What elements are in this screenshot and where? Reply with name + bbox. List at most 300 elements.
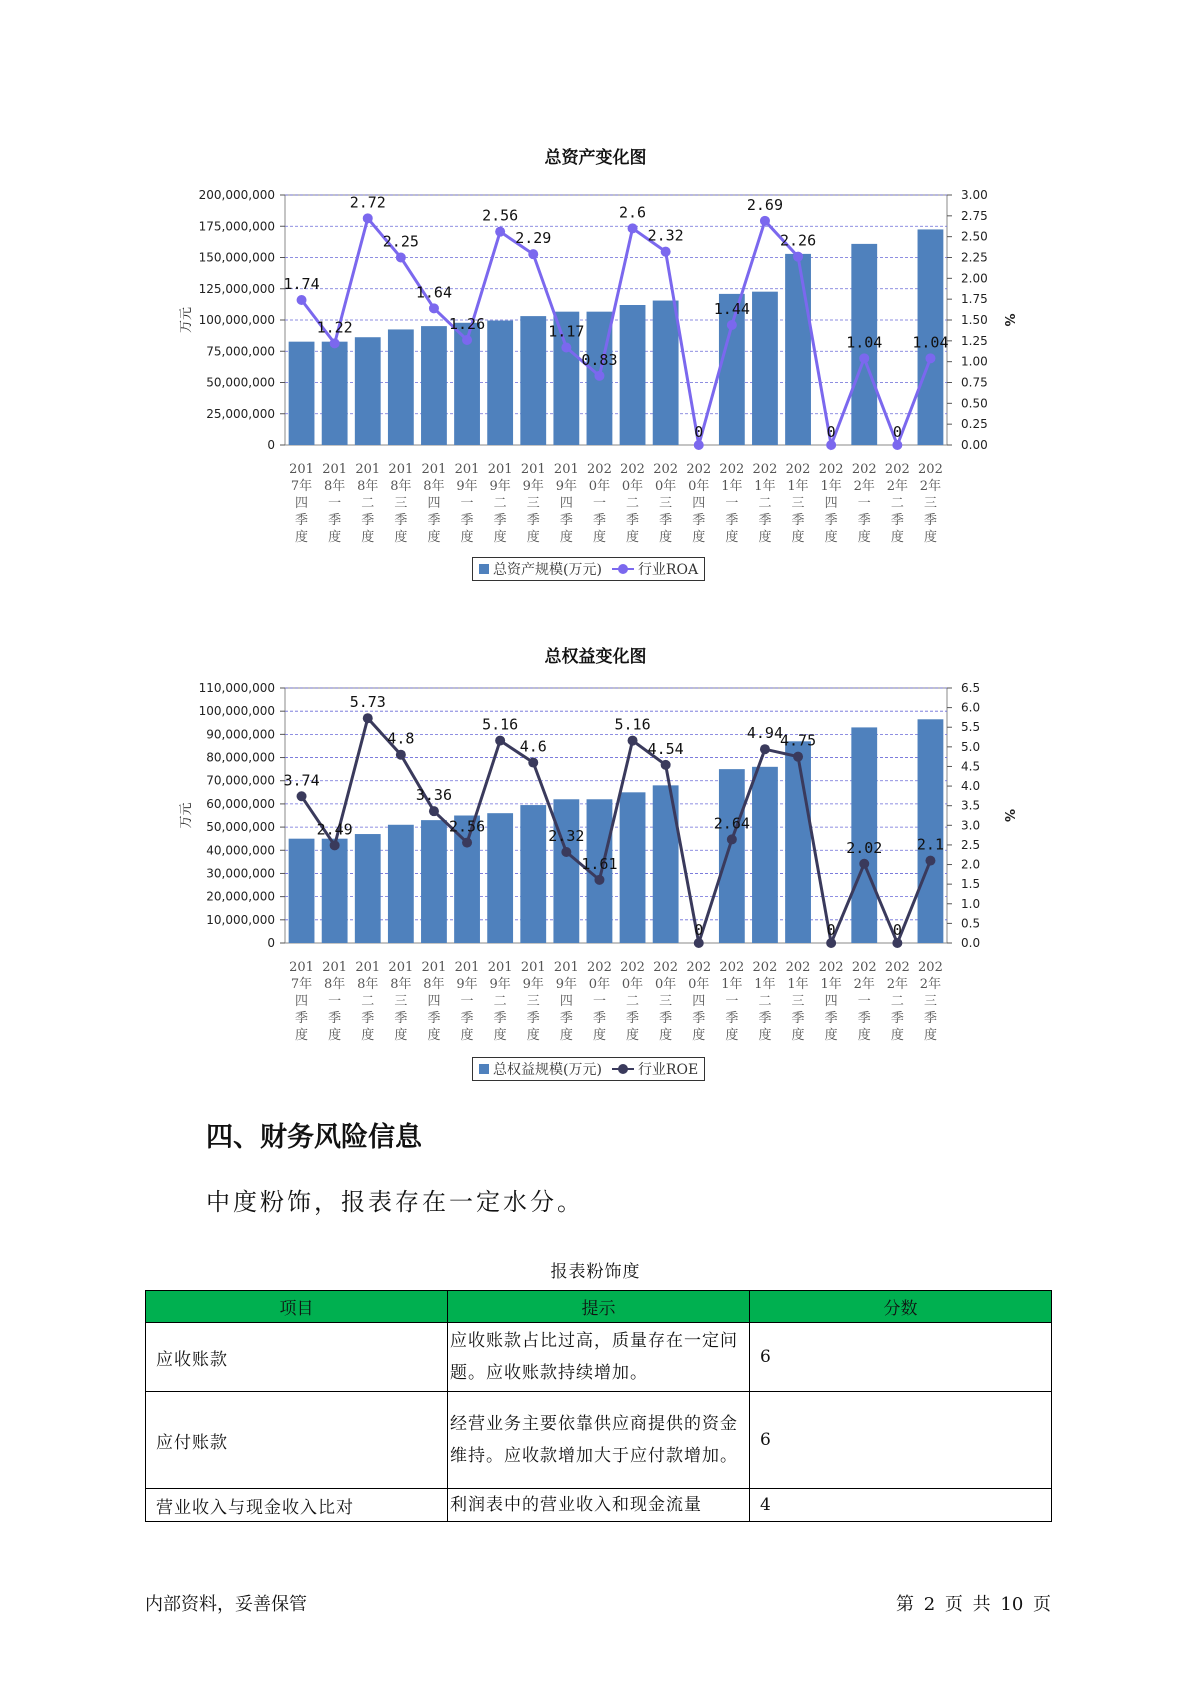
x-tick-label: 季 bbox=[493, 513, 507, 528]
data-label: 2.72 bbox=[349, 193, 386, 212]
bar bbox=[719, 769, 745, 943]
data-label: 0 bbox=[892, 921, 902, 939]
row-item: 应收账款 bbox=[146, 1323, 448, 1392]
x-tick-label: 201 bbox=[355, 462, 381, 477]
bar bbox=[421, 326, 447, 445]
x-tick-label: 二 bbox=[361, 496, 375, 511]
x-tick-label: 二 bbox=[890, 994, 904, 1009]
line-point bbox=[594, 371, 604, 381]
y2-tick-label: 0.5 bbox=[961, 916, 981, 931]
legend-label-line: 行业ROA bbox=[637, 562, 699, 578]
risk-table bbox=[145, 1290, 1052, 1522]
y2-tick-label: 3.0 bbox=[961, 818, 981, 833]
x-tick-label: 201 bbox=[454, 462, 480, 477]
risk-summary: 中度粉饰，报表存在一定水分。 bbox=[206, 1188, 584, 1216]
x-tick-label: 季 bbox=[890, 513, 904, 528]
x-tick-label: 三 bbox=[923, 496, 937, 511]
x-tick-label: 二 bbox=[493, 496, 507, 511]
x-tick-label: 四 bbox=[295, 496, 309, 511]
x-tick-label: 0年 bbox=[588, 479, 611, 494]
data-label: 2.69 bbox=[746, 195, 784, 214]
x-tick-label: 9年 bbox=[522, 479, 544, 494]
x-tick-label: 季 bbox=[791, 1011, 805, 1026]
data-label: 0 bbox=[694, 921, 704, 939]
x-tick-label: 0年 bbox=[655, 479, 677, 494]
line-point bbox=[727, 320, 737, 330]
y-tick-label: 125,000,000 bbox=[198, 281, 275, 296]
x-tick-label: 度 bbox=[427, 530, 441, 545]
y-tick-label: 90,000,000 bbox=[206, 727, 275, 742]
bar bbox=[918, 719, 944, 943]
x-tick-label: 度 bbox=[460, 1028, 474, 1043]
x-tick-label: 202 bbox=[620, 462, 645, 477]
line-point bbox=[495, 227, 505, 237]
bar bbox=[520, 316, 546, 445]
row-score: 6 bbox=[750, 1392, 1052, 1489]
x-tick-label: 201 bbox=[487, 960, 513, 975]
x-tick-label: 度 bbox=[758, 530, 772, 545]
x-tick-label: 季 bbox=[626, 1011, 640, 1026]
line-point bbox=[429, 806, 439, 816]
x-tick-label: 8年 bbox=[390, 977, 412, 992]
bar bbox=[851, 727, 877, 943]
y2-tick-label: 0.00 bbox=[961, 438, 988, 452]
bar bbox=[388, 825, 414, 943]
x-tick-label: 202 bbox=[851, 462, 877, 477]
x-tick-label: 9年 bbox=[555, 479, 577, 494]
x-tick-label: 度 bbox=[427, 1028, 441, 1043]
line-point bbox=[760, 744, 770, 754]
y2-tick-label: 1.00 bbox=[961, 354, 988, 369]
data-label: 2.64 bbox=[713, 814, 750, 833]
y2-tick-label: 5.5 bbox=[961, 720, 981, 735]
data-label: 1.04 bbox=[846, 333, 883, 352]
y-tick-label: 200,000,000 bbox=[198, 188, 275, 202]
x-tick-label: 1年 bbox=[820, 977, 842, 992]
line-point bbox=[297, 295, 307, 305]
row-item: 营业收入与现金收入比对 bbox=[146, 1489, 448, 1522]
x-tick-label: 季 bbox=[460, 1011, 474, 1026]
x-tick-label: 季 bbox=[824, 513, 838, 528]
data-label: 1.22 bbox=[316, 318, 353, 337]
x-tick-label: 度 bbox=[394, 1028, 408, 1043]
x-tick-label: 季 bbox=[526, 513, 540, 528]
x-tick-label: 9年 bbox=[456, 479, 478, 494]
line-point bbox=[363, 213, 373, 223]
data-label: 4.54 bbox=[647, 739, 684, 758]
line-point bbox=[925, 856, 935, 866]
x-tick-label: 202 bbox=[587, 462, 612, 477]
legend-bar-swatch bbox=[479, 1064, 489, 1074]
bar bbox=[487, 321, 513, 445]
x-tick-label: 202 bbox=[653, 960, 679, 975]
y-tick-label: 0 bbox=[267, 438, 275, 452]
section-heading: 四、财务风险信息 bbox=[206, 1122, 422, 1153]
data-label: 2.25 bbox=[382, 232, 419, 251]
x-tick-label: 1年 bbox=[754, 977, 776, 992]
data-label: 5.73 bbox=[349, 693, 386, 712]
line-point bbox=[694, 440, 704, 450]
line-point bbox=[661, 760, 671, 770]
x-tick-label: 度 bbox=[295, 530, 309, 545]
x-tick-label: 度 bbox=[493, 1028, 507, 1043]
line-point bbox=[462, 335, 472, 345]
line-point bbox=[661, 247, 671, 257]
x-tick-label: 9年 bbox=[456, 977, 478, 992]
x-tick-label: 度 bbox=[890, 1028, 904, 1043]
line-point bbox=[727, 834, 737, 844]
line-point bbox=[628, 223, 638, 233]
header-hint: 提示 bbox=[448, 1291, 750, 1323]
data-label: 1.44 bbox=[713, 300, 750, 318]
row-score: 4 bbox=[750, 1489, 1052, 1522]
data-label: 0 bbox=[826, 921, 836, 939]
x-tick-label: 202 bbox=[620, 960, 645, 975]
x-tick-label: 202 bbox=[752, 462, 778, 477]
table-header-row bbox=[146, 1291, 1052, 1323]
line-point bbox=[330, 338, 340, 348]
x-tick-label: 三 bbox=[791, 496, 805, 511]
line-point bbox=[528, 249, 538, 259]
data-label: 2.1 bbox=[916, 835, 944, 854]
y2-tick-label: 0.50 bbox=[961, 396, 988, 411]
row-score: 6 bbox=[750, 1323, 1052, 1392]
data-label: 2.29 bbox=[515, 229, 552, 248]
line-point bbox=[528, 758, 538, 768]
data-label: 2.26 bbox=[779, 231, 817, 250]
x-tick-label: 季 bbox=[626, 513, 640, 528]
x-tick-label: 度 bbox=[493, 530, 507, 545]
line-point bbox=[859, 859, 869, 869]
y2-tick-label: 1.25 bbox=[961, 333, 988, 348]
table-caption: 报表粉饰度 bbox=[550, 1262, 641, 1282]
x-tick-label: 1年 bbox=[721, 479, 743, 494]
row-hint: 经营业务主要依靠供应商提供的资金维持。应收款增加大于应付款增加。 bbox=[448, 1392, 750, 1489]
x-tick-label: 季 bbox=[328, 1011, 342, 1026]
x-tick-label: 季 bbox=[427, 513, 441, 528]
line-point bbox=[793, 752, 803, 762]
data-label: 1.17 bbox=[548, 322, 585, 341]
x-tick-label: 季 bbox=[592, 513, 606, 528]
x-tick-label: 201 bbox=[421, 462, 447, 477]
x-tick-label: 三 bbox=[394, 496, 408, 511]
y2-tick-label: 2.00 bbox=[961, 271, 988, 286]
y-tick-label: 100,000,000 bbox=[198, 704, 275, 719]
bar bbox=[553, 799, 579, 943]
data-label: 0 bbox=[694, 423, 704, 441]
data-label: 4.75 bbox=[779, 731, 817, 750]
y2-tick-label: 2.75 bbox=[961, 208, 988, 223]
bar bbox=[620, 305, 646, 445]
x-tick-label: 201 bbox=[322, 462, 348, 477]
x-tick-label: 202 bbox=[884, 462, 910, 477]
x-tick-label: 度 bbox=[394, 530, 408, 545]
x-tick-label: 202 bbox=[752, 960, 778, 975]
bar bbox=[785, 254, 811, 445]
bar bbox=[355, 337, 381, 445]
x-tick-label: 四 bbox=[427, 994, 441, 1009]
x-tick-label: 0年 bbox=[655, 977, 677, 992]
line-point bbox=[826, 938, 836, 948]
y2-tick-label: 1.5 bbox=[961, 877, 981, 892]
legend-label-line: 行业ROE bbox=[637, 1062, 699, 1078]
line-point bbox=[925, 353, 935, 363]
x-tick-label: 季 bbox=[725, 1011, 739, 1026]
y2-tick-label: 6.5 bbox=[961, 681, 981, 695]
table-row bbox=[146, 1392, 1052, 1489]
x-tick-label: 度 bbox=[692, 1028, 706, 1043]
x-tick-label: 季 bbox=[361, 1011, 375, 1026]
x-tick-label: 度 bbox=[592, 530, 606, 545]
x-tick-label: 一 bbox=[592, 496, 606, 511]
x-tick-label: 202 bbox=[719, 462, 745, 477]
x-tick-label: 季 bbox=[659, 513, 673, 528]
x-tick-label: 度 bbox=[758, 1028, 772, 1043]
x-tick-label: 度 bbox=[923, 1028, 937, 1043]
data-label: 2.02 bbox=[846, 838, 883, 857]
chart-title-total-equity: 总权益变化图 bbox=[544, 647, 647, 667]
x-tick-label: 季 bbox=[890, 1011, 904, 1026]
x-tick-label: 季 bbox=[295, 513, 309, 528]
x-tick-label: 201 bbox=[520, 960, 546, 975]
x-tick-label: 四 bbox=[692, 994, 706, 1009]
y-tick-label: 30,000,000 bbox=[206, 866, 275, 881]
x-tick-label: 季 bbox=[824, 1011, 838, 1026]
y-tick-label: 10,000,000 bbox=[206, 912, 275, 927]
y-tick-label: 20,000,000 bbox=[206, 889, 275, 904]
x-tick-label: 202 bbox=[918, 960, 943, 975]
legend-line-swatch bbox=[612, 1064, 634, 1074]
y-tick-label: 60,000,000 bbox=[206, 796, 275, 811]
x-tick-label: 一 bbox=[857, 496, 871, 511]
x-tick-label: 2年 bbox=[919, 479, 942, 494]
x-tick-label: 202 bbox=[587, 960, 612, 975]
x-tick-label: 四 bbox=[559, 994, 573, 1009]
x-tick-label: 201 bbox=[289, 462, 314, 477]
line-point bbox=[628, 736, 638, 746]
y2-tick-label: 0.75 bbox=[961, 375, 988, 390]
x-tick-label: 9年 bbox=[489, 479, 511, 494]
x-tick-label: 一 bbox=[460, 496, 474, 511]
data-label: 3.74 bbox=[283, 771, 320, 790]
y-tick-label: 0 bbox=[267, 936, 275, 950]
x-tick-label: 201 bbox=[553, 462, 579, 477]
x-tick-label: 0年 bbox=[621, 479, 644, 494]
x-tick-label: 201 bbox=[553, 960, 579, 975]
y2-axis-title: % bbox=[1001, 808, 1016, 823]
x-tick-label: 一 bbox=[328, 994, 342, 1009]
x-tick-label: 季 bbox=[725, 513, 739, 528]
table-row bbox=[146, 1323, 1052, 1392]
x-tick-label: 0年 bbox=[621, 977, 644, 992]
y2-tick-label: 1.75 bbox=[961, 292, 988, 307]
x-tick-label: 三 bbox=[923, 994, 937, 1009]
x-tick-label: 度 bbox=[559, 530, 573, 545]
x-tick-label: 三 bbox=[526, 496, 540, 511]
x-tick-label: 9年 bbox=[522, 977, 544, 992]
line-point bbox=[495, 736, 505, 746]
x-tick-label: 季 bbox=[328, 513, 342, 528]
line-point bbox=[297, 791, 307, 801]
x-tick-label: 季 bbox=[394, 1011, 408, 1026]
y2-tick-label: 3.5 bbox=[961, 798, 981, 813]
x-tick-label: 一 bbox=[592, 994, 606, 1009]
x-tick-label: 季 bbox=[659, 1011, 673, 1026]
x-tick-label: 202 bbox=[785, 960, 811, 975]
y2-tick-label: 2.25 bbox=[961, 250, 988, 265]
line-point bbox=[429, 303, 439, 313]
chart-title-total-assets: 总资产变化图 bbox=[544, 148, 647, 168]
x-tick-label: 2年 bbox=[919, 977, 942, 992]
legend-label-bar: 总资产规模(万元) bbox=[493, 562, 602, 578]
x-tick-label: 0年 bbox=[688, 977, 710, 992]
y-tick-label: 175,000,000 bbox=[198, 219, 275, 234]
y2-tick-label: 2.50 bbox=[961, 229, 988, 244]
data-label: 4.94 bbox=[746, 724, 784, 743]
x-tick-label: 202 bbox=[686, 960, 712, 975]
legend-line-swatch bbox=[612, 564, 634, 574]
x-tick-label: 度 bbox=[824, 530, 838, 545]
x-tick-label: 季 bbox=[692, 1011, 706, 1026]
y2-tick-label: 6.0 bbox=[961, 700, 981, 715]
bar bbox=[289, 342, 315, 445]
line-point bbox=[859, 353, 869, 363]
x-tick-label: 201 bbox=[388, 462, 414, 477]
x-tick-label: 201 bbox=[289, 960, 314, 975]
x-tick-label: 一 bbox=[328, 496, 342, 511]
x-tick-label: 四 bbox=[824, 994, 838, 1009]
table-row bbox=[146, 1489, 1052, 1522]
data-label: 0.83 bbox=[581, 350, 618, 369]
data-label: 2.49 bbox=[316, 820, 353, 839]
x-tick-label: 9年 bbox=[489, 977, 511, 992]
x-tick-label: 度 bbox=[791, 530, 805, 545]
x-tick-label: 度 bbox=[526, 1028, 540, 1043]
x-tick-label: 三 bbox=[659, 496, 673, 511]
y2-tick-label: 3.00 bbox=[961, 188, 988, 202]
legend-bar-swatch bbox=[479, 564, 489, 574]
x-tick-label: 202 bbox=[719, 960, 745, 975]
row-hint: 利润表中的营业收入和现金流量 bbox=[448, 1489, 750, 1522]
x-tick-label: 季 bbox=[427, 1011, 441, 1026]
data-label: 3.36 bbox=[415, 786, 453, 805]
y-tick-label: 80,000,000 bbox=[206, 750, 275, 765]
x-tick-label: 度 bbox=[526, 530, 540, 545]
x-tick-label: 二 bbox=[493, 994, 507, 1009]
x-tick-label: 202 bbox=[851, 960, 877, 975]
x-tick-label: 四 bbox=[295, 994, 309, 1009]
line-point bbox=[561, 343, 571, 353]
y-tick-label: 110,000,000 bbox=[198, 681, 275, 695]
x-tick-label: 1年 bbox=[787, 479, 809, 494]
data-label: 1.74 bbox=[283, 275, 320, 293]
x-tick-label: 季 bbox=[559, 1011, 573, 1026]
legend-label-bar: 总权益规模(万元) bbox=[493, 1062, 602, 1078]
bar bbox=[752, 292, 778, 445]
x-tick-label: 季 bbox=[460, 513, 474, 528]
y2-tick-label: 2.0 bbox=[961, 857, 981, 872]
x-tick-label: 二 bbox=[758, 496, 772, 511]
x-tick-label: 四 bbox=[559, 496, 573, 511]
x-tick-label: 季 bbox=[559, 513, 573, 528]
line-point bbox=[561, 847, 571, 857]
x-tick-label: 1年 bbox=[721, 977, 743, 992]
line-point bbox=[694, 938, 704, 948]
total-assets-chart bbox=[0, 170, 1191, 580]
bar bbox=[322, 342, 348, 445]
data-label: 5.16 bbox=[482, 715, 519, 734]
x-tick-label: 三 bbox=[526, 994, 540, 1009]
x-tick-label: 202 bbox=[785, 462, 811, 477]
x-tick-label: 度 bbox=[659, 530, 673, 545]
x-tick-label: 0年 bbox=[688, 479, 710, 494]
data-label: 4.6 bbox=[519, 737, 547, 756]
x-tick-label: 度 bbox=[725, 530, 739, 545]
bar bbox=[785, 741, 811, 943]
y2-tick-label: 0.25 bbox=[961, 417, 988, 432]
x-tick-label: 三 bbox=[791, 994, 805, 1009]
x-tick-label: 二 bbox=[626, 994, 640, 1009]
y-tick-label: 100,000,000 bbox=[198, 313, 275, 327]
x-tick-label: 季 bbox=[295, 1011, 309, 1026]
x-tick-label: 202 bbox=[918, 462, 943, 477]
x-tick-label: 8年 bbox=[390, 479, 412, 494]
x-tick-label: 度 bbox=[460, 530, 474, 545]
line-point bbox=[594, 875, 604, 885]
y-tick-label: 50,000,000 bbox=[206, 820, 275, 835]
data-label: 2.32 bbox=[548, 826, 585, 845]
x-tick-label: 二 bbox=[361, 994, 375, 1009]
x-tick-label: 度 bbox=[857, 1028, 871, 1043]
data-label: 4.8 bbox=[387, 729, 415, 748]
x-tick-label: 度 bbox=[626, 530, 640, 545]
line-point bbox=[793, 252, 803, 262]
data-label: 1.64 bbox=[415, 283, 453, 302]
x-tick-label: 201 bbox=[388, 960, 414, 975]
y2-tick-label: 4.0 bbox=[961, 779, 981, 794]
data-label: 2.32 bbox=[647, 226, 684, 245]
x-tick-label: 二 bbox=[758, 994, 772, 1009]
x-tick-label: 2年 bbox=[853, 977, 875, 992]
data-label: 2.56 bbox=[482, 206, 519, 225]
x-tick-label: 季 bbox=[758, 1011, 772, 1026]
x-tick-label: 季 bbox=[361, 513, 375, 528]
x-tick-label: 201 bbox=[322, 960, 348, 975]
x-tick-label: 季 bbox=[923, 1011, 937, 1026]
chart-legend-assets bbox=[472, 557, 705, 581]
header-item: 项目 bbox=[146, 1291, 448, 1323]
y-tick-label: 150,000,000 bbox=[198, 250, 275, 265]
x-tick-label: 度 bbox=[559, 1028, 573, 1043]
line-point bbox=[892, 938, 902, 948]
x-tick-label: 度 bbox=[857, 530, 871, 545]
x-tick-label: 度 bbox=[361, 530, 375, 545]
x-tick-label: 201 bbox=[355, 960, 381, 975]
x-tick-label: 四 bbox=[692, 496, 706, 511]
x-tick-label: 季 bbox=[857, 513, 871, 528]
y-tick-label: 25,000,000 bbox=[206, 406, 275, 421]
line-point bbox=[396, 750, 406, 760]
line-point bbox=[826, 440, 836, 450]
x-tick-label: 度 bbox=[791, 1028, 805, 1043]
y-tick-label: 50,000,000 bbox=[206, 375, 275, 390]
x-tick-label: 季 bbox=[791, 513, 805, 528]
y-axis-title: 万元 bbox=[179, 306, 194, 334]
x-tick-label: 一 bbox=[460, 994, 474, 1009]
x-tick-label: 一 bbox=[725, 496, 739, 511]
x-tick-label: 202 bbox=[686, 462, 712, 477]
bar bbox=[289, 839, 315, 943]
